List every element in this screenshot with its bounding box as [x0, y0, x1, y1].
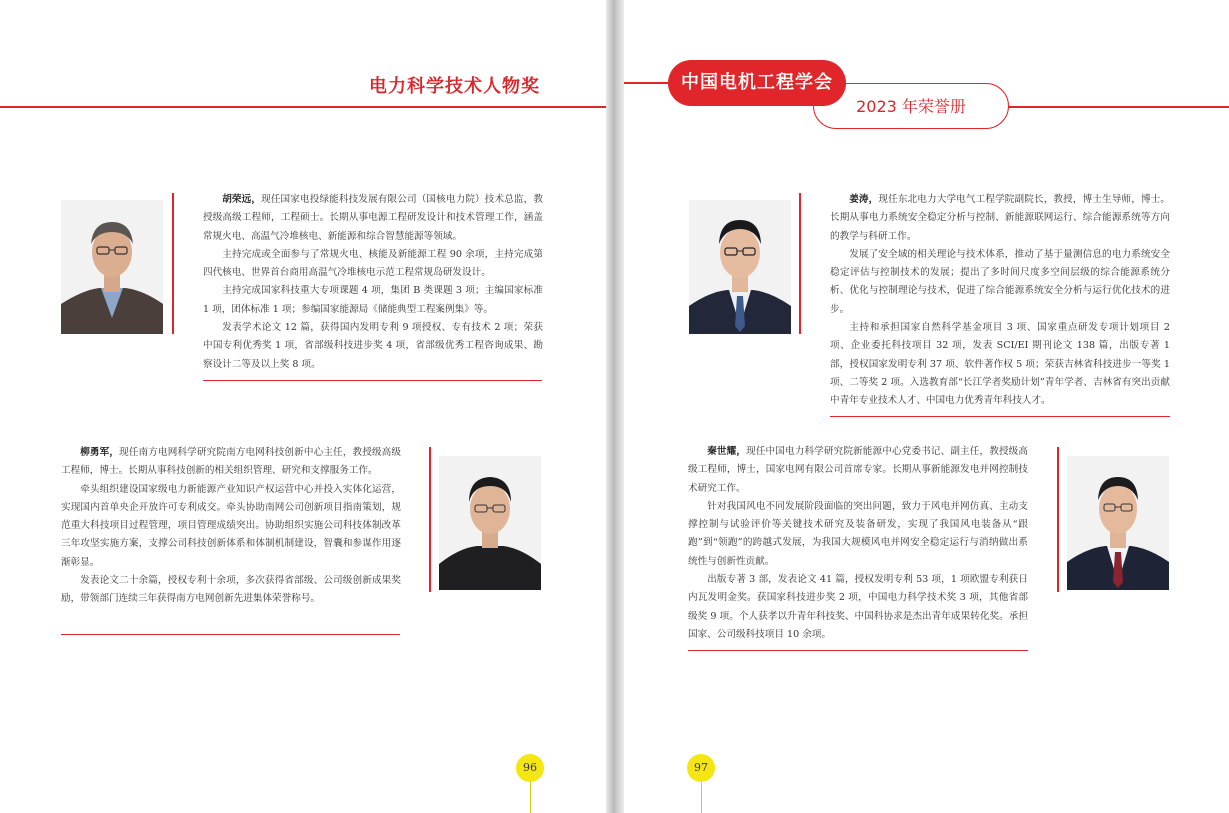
person-name: 秦世耀，	[707, 446, 747, 457]
page-number-stem	[530, 782, 531, 813]
accent-bar	[1057, 447, 1059, 592]
header-rule-right	[1008, 106, 1229, 108]
bio-paragraph: 主持和承担国家自然科学基金项目 3 项、国家重点研发专项计划项目 2 项、企业委托科技项目 32 项，发表 SCI/EI 期刊论文 138 篇，出版专著 1 部，授权国家发明专利 37 项、软件著作权 5 项；荣获吉林省科技进步一等奖 1 项、二等奖 2 项。入选教育部“长江学者奖励计划”青年学者、吉林省有突出贡献中青年专业技术人才、中国电力优秀青年科技人才。	[830, 322, 1170, 407]
bio-paragraph: 胡荣远，现任国家电投绿能科技发展有限公司（国核电力院）技术总监，教授级高级工程师，工程硕士。长期从事电源工程研发设计和技术管理工作，涵盖常规火电、高温气冷堆核电、新能源和综合智慧能源等领域。	[203, 194, 544, 242]
header-rule	[0, 106, 606, 108]
left-page	[0, 0, 606, 813]
org-logo-badge: 中国电机工程学会	[668, 60, 846, 106]
bio-paragraph: 发表论文二十余篇，授权专利十余项，多次获得省部级、公司级创新成果奖励，带领部门连续三年获得南方电网创新先进集体荣誉称号。	[61, 575, 401, 605]
book-gutter	[606, 0, 624, 813]
bio-paragraph: 发表学术论文 12 篇，获得国内发明专利 9 项授权、专有技术 2 项；荣获中国专利优秀奖 1 项，省部级科技进步奖 4 项，省部级优秀工程咨询成果、勘察设计二等及以上奖 8 项。	[203, 322, 543, 370]
bio-paragraph: 牵头组织建设国家级电力新能源产业知识产权运营中心并投入实体化运营，实现国内首单央企开放许可专利成交。牵头协助南网公司创新项目指南策划，规范重大科技项目过程管理，项目管理成绩突出。协助组织实施公司科技体制改革三年攻坚实施方案，支撑公司科技创新体系和体制机制建设，智囊和参谋作用逐渐彰显。	[61, 483, 401, 568]
portrait-photo-qin-shiyao	[1067, 456, 1169, 590]
bio-underline	[688, 650, 1028, 651]
bio-paragraph: 秦世耀，现任中国电力科学研究院新能源中心党委书记、副主任，教授级高级工程师，博士，国家电网有限公司首席专家。长期从事新能源发电并网控制技术研究工作。	[688, 446, 1029, 494]
portrait-photo-liu-yongjun	[439, 456, 541, 590]
page-number: 96	[516, 754, 544, 782]
bio-paragraph: 姜涛，现任东北电力大学电气工程学院副院长，教授，博士生导师，博士。长期从事电力系统安全稳定分析与控制、新能源联网运行、综合能源系统等方向的教学与科研工作。	[830, 194, 1171, 242]
bio-paragraph: 针对我国风电不同发展阶段面临的突出问题，致力于风电并网仿真、主动支撑控制与试验评价等关键技术研究及装备研发，实现了我国风电装备从“跟跑”到“领跑”的跨越式发展，为我国大规模风电并网安全稳定运行与消纳做出系统性与创新性贡献。	[688, 500, 1028, 567]
bio-underline	[61, 634, 400, 635]
bio-underline	[830, 416, 1170, 417]
page-number: 97	[687, 754, 715, 782]
bio-paragraph: 发展了安全域的相关理论与技术体系，推动了基于量测信息的电力系统安全稳定评估与控制技术的发展；提出了多时间尺度多空间层级的综合能源系统分析、优化与控制理论与技术，促进了综合能源系统安全分析与运行优化技术的进步。	[830, 248, 1170, 315]
right-page	[624, 0, 1229, 813]
bio-text-qin-shiyao	[688, 443, 1028, 644]
bio-text-hu-rongyuan	[203, 191, 543, 374]
person-name: 胡荣远，	[222, 194, 262, 205]
bio-paragraph: 出版专著 3 部，发表论文 41 篇，授权发明专利 53 项，1 项欧盟专利获日内瓦发明金奖。获国家科技进步奖 2 项，中国电力科学技术奖 3 项，其他省部级奖 9 项。个人获孝以升青年科技奖、中国科协求是杰出青年成果转化奖。承担国家、公司级科技项目 10 余项。	[688, 574, 1028, 640]
bio-paragraph: 主持完成或全面参与了常规火电、核能及新能源工程 90 余项，主持完成第四代核电、世界首台商用高温气冷堆核电示范工程常规岛研发设计。	[203, 248, 543, 279]
accent-bar	[429, 447, 431, 592]
person-name: 姜涛，	[849, 194, 879, 205]
bio-paragraph: 柳勇军，现任南方电网科学研究院南方电网科技创新中心主任，教授级高级工程师，博士。长期从事科技创新的相关组织管理、研究和支撑服务工作。	[61, 447, 402, 477]
yearbook-title-badge: 2023 年荣誉册	[813, 83, 1009, 129]
page-number-stem	[701, 782, 702, 813]
header-rule-left	[624, 82, 674, 84]
person-name: 柳勇军，	[80, 447, 120, 458]
portrait-photo-jiang-tao	[689, 200, 791, 334]
section-title: 电力科学技术人物奖	[369, 76, 540, 97]
accent-bar	[172, 193, 174, 334]
bio-underline	[203, 380, 542, 381]
bio-text-liu-yongjun	[61, 444, 401, 609]
bio-paragraph: 主持完成国家科技重大专项课题 4 项，集团 B 类课题 3 项；主编国家标准 1 项，团体标准 1 项；参编国家能源局《储能典型工程案例集》等。	[203, 285, 543, 315]
accent-bar	[799, 193, 801, 334]
bio-text-jiang-tao	[830, 191, 1170, 411]
portrait-photo-hu-rongyuan	[61, 200, 163, 334]
